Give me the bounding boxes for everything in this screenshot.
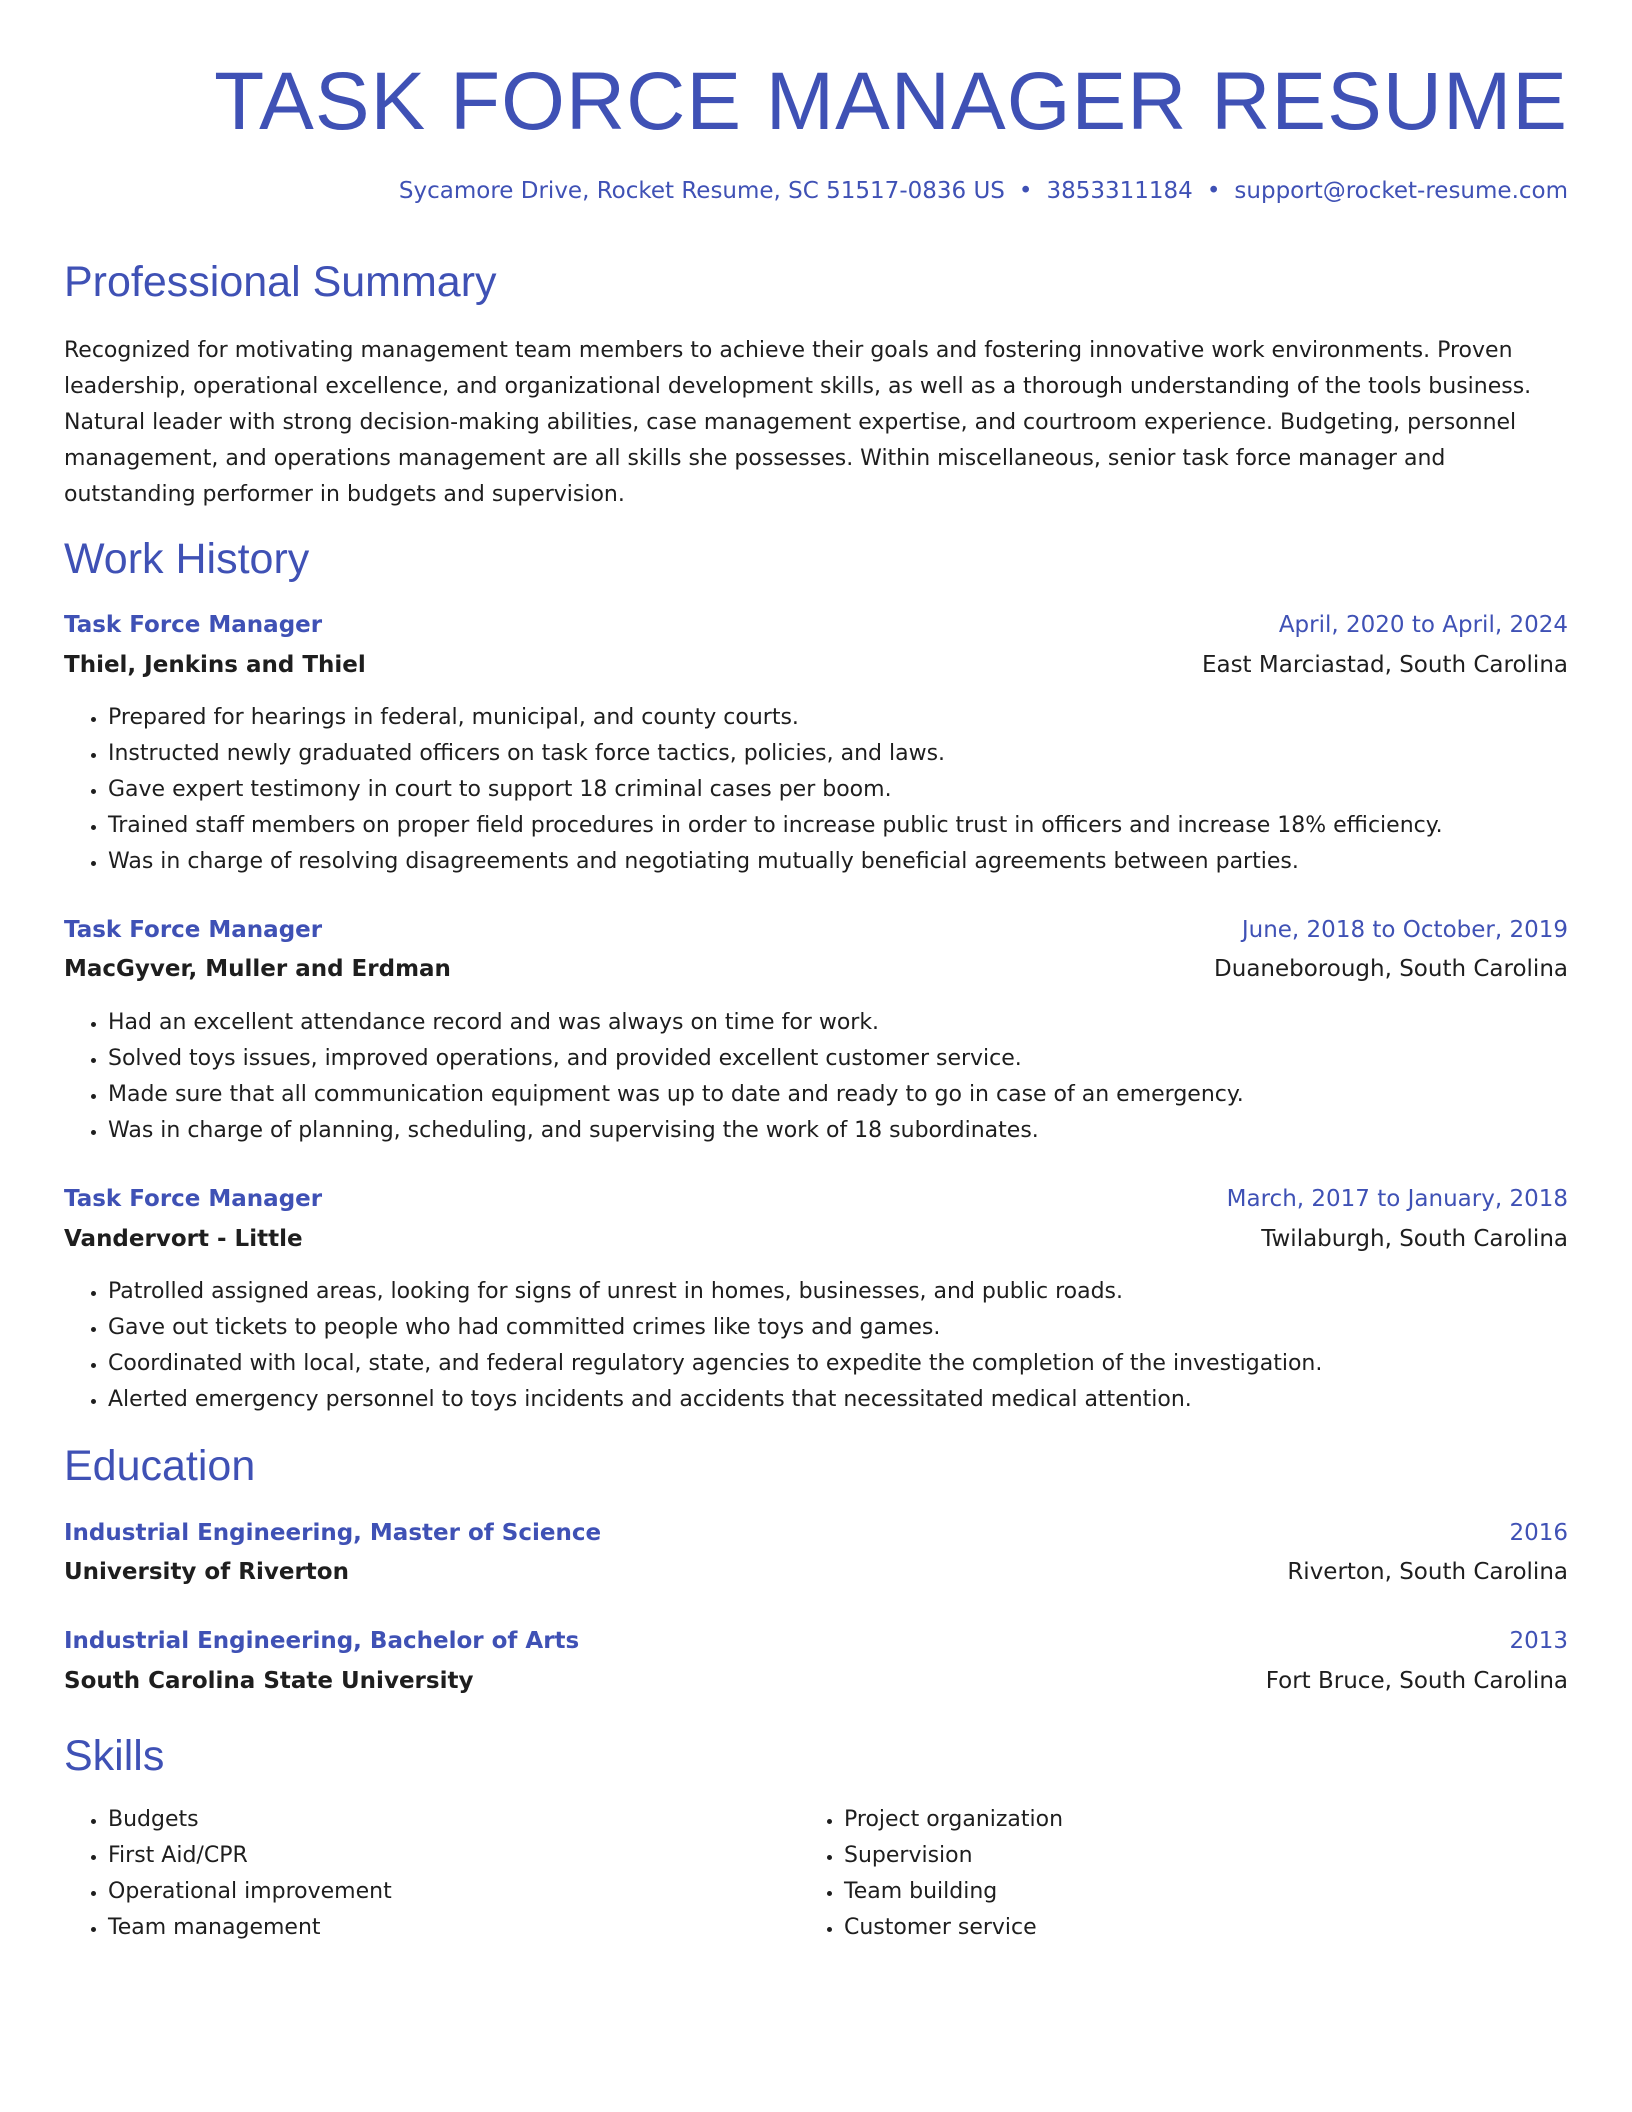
job-header bbox=[64, 1186, 1568, 1212]
skill-item: • Team management bbox=[108, 1910, 392, 1946]
job-bullet: • Prepared for hearings in federal, municipal, and county courts. bbox=[108, 700, 1443, 736]
section-title-summary: Professional Summary bbox=[64, 258, 497, 306]
job-bullet: • Gave out tickets to people who had committed crimes like toys and games. bbox=[108, 1310, 1322, 1346]
job-bullet: • Was in charge of resolving disagreements and negotiating mutually beneficial agreements between parties. bbox=[108, 844, 1443, 880]
job-bullet: • Coordinated with local, state, and federal regulatory agencies to expedite the completion of the investigation. bbox=[108, 1346, 1322, 1382]
job-header bbox=[64, 917, 1568, 943]
job-bullet: • Had an excellent attendance record and was always on time for work. bbox=[108, 1005, 1244, 1041]
job-title: Task Force Manager bbox=[64, 1186, 323, 1212]
job-dates: April, 2020 to April, 2024 bbox=[1278, 612, 1568, 638]
education-location: Fort Bruce, South Carolina bbox=[1265, 1668, 1568, 1694]
contact-separator: • bbox=[1206, 178, 1221, 204]
education-subheader bbox=[64, 1668, 1568, 1694]
skills-list-right bbox=[800, 1802, 1063, 1946]
section-title-skills: Skills bbox=[64, 1732, 165, 1780]
education-degree: Industrial Engineering, Master of Science bbox=[64, 1520, 602, 1546]
contact-line bbox=[399, 178, 1568, 204]
skill-item: • Budgets bbox=[108, 1802, 392, 1838]
section-title-education: Education bbox=[64, 1442, 256, 1490]
job-title: Task Force Manager bbox=[64, 917, 323, 943]
education-school: University of Riverton bbox=[64, 1559, 349, 1585]
job-bullet: • Patrolled assigned areas, looking for signs of unrest in homes, businesses, and public roads. bbox=[108, 1274, 1322, 1310]
job-bullet: • Solved toys issues, improved operations, and provided excellent customer service. bbox=[108, 1041, 1244, 1077]
job-header bbox=[64, 612, 1568, 638]
job-company: Thiel, Jenkins and Thiel bbox=[64, 652, 366, 678]
job-location: Duaneborough, South Carolina bbox=[1214, 956, 1568, 982]
education-header bbox=[64, 1628, 1568, 1654]
job-bullet: • Was in charge of planning, scheduling, and supervising the work of 18 subordinates. bbox=[108, 1113, 1244, 1149]
job-bullet: • Instructed newly graduated officers on task force tactics, policies, and laws. bbox=[108, 736, 1443, 772]
skill-item: • First Aid/CPR bbox=[108, 1838, 392, 1874]
job-bullet: • Gave expert testimony in court to support 18 criminal cases per boom. bbox=[108, 772, 1443, 808]
contact-address: Sycamore Drive, Rocket Resume, SC 51517-0836 US bbox=[398, 178, 1005, 204]
skill-item: • Project organization bbox=[844, 1802, 1063, 1838]
skill-item: • Team building bbox=[844, 1874, 1063, 1910]
job-dates: June, 2018 to October, 2019 bbox=[1241, 917, 1568, 943]
education-school: South Carolina State University bbox=[64, 1668, 474, 1694]
skills-list-left bbox=[64, 1802, 392, 1946]
education-year: 2016 bbox=[1509, 1520, 1568, 1546]
job-company: Vandervort - Little bbox=[64, 1226, 303, 1252]
job-subheader bbox=[64, 956, 1568, 982]
skill-item: • Operational improvement bbox=[108, 1874, 392, 1910]
job-title: Task Force Manager bbox=[64, 612, 323, 638]
contact-separator: • bbox=[1018, 178, 1033, 204]
skill-item: • Supervision bbox=[844, 1838, 1063, 1874]
contact-email[interactable]: support@rocket-resume.com bbox=[1234, 178, 1568, 204]
skill-item: • Customer service bbox=[844, 1910, 1063, 1946]
education-location: Riverton, South Carolina bbox=[1287, 1559, 1568, 1585]
resume-title: TASK FORCE MANAGER RESUME bbox=[214, 56, 1568, 147]
section-title-work-history: Work History bbox=[64, 535, 310, 583]
education-header bbox=[64, 1520, 1568, 1546]
job-bullet: • Alerted emergency personnel to toys incidents and accidents that necessitated medical attention. bbox=[108, 1382, 1322, 1418]
job-bullet: • Made sure that all communication equipment was up to date and ready to go in case of an emergency. bbox=[108, 1077, 1244, 1113]
job-location: Twilaburgh, South Carolina bbox=[1261, 1226, 1568, 1252]
job-dates: March, 2017 to January, 2018 bbox=[1226, 1186, 1568, 1212]
education-subheader bbox=[64, 1559, 1568, 1585]
job-bullets bbox=[64, 1274, 1322, 1418]
job-bullets bbox=[64, 1005, 1244, 1149]
job-subheader bbox=[64, 1226, 1568, 1252]
education-year: 2013 bbox=[1509, 1628, 1568, 1654]
job-bullet: • Trained staff members on proper field procedures in order to increase public trust in officers and increase 18% efficiency. bbox=[108, 808, 1443, 844]
job-company: MacGyver, Muller and Erdman bbox=[64, 956, 451, 982]
job-subheader bbox=[64, 652, 1568, 678]
job-location: East Marciastad, South Carolina bbox=[1201, 652, 1568, 678]
contact-phone[interactable]: 3853311184 bbox=[1046, 178, 1193, 204]
summary-text: Recognized for motivating management team members to achieve their goals and fostering innovative work environments. Proven leadership, operational excellence, and organizational development skills, as well as a thorough understanding of the tools business. Natural leader with strong decision-making abilities, case management expertise, and courtroom experience. Budgeting, personnel management, and operations management are all skills she possesses. Within miscellaneous, senior task force manager and outstanding performer in budgets and supervision. bbox=[64, 338, 1532, 507]
education-degree: Industrial Engineering, Bachelor of Arts bbox=[64, 1628, 580, 1654]
job-bullets bbox=[64, 700, 1443, 880]
